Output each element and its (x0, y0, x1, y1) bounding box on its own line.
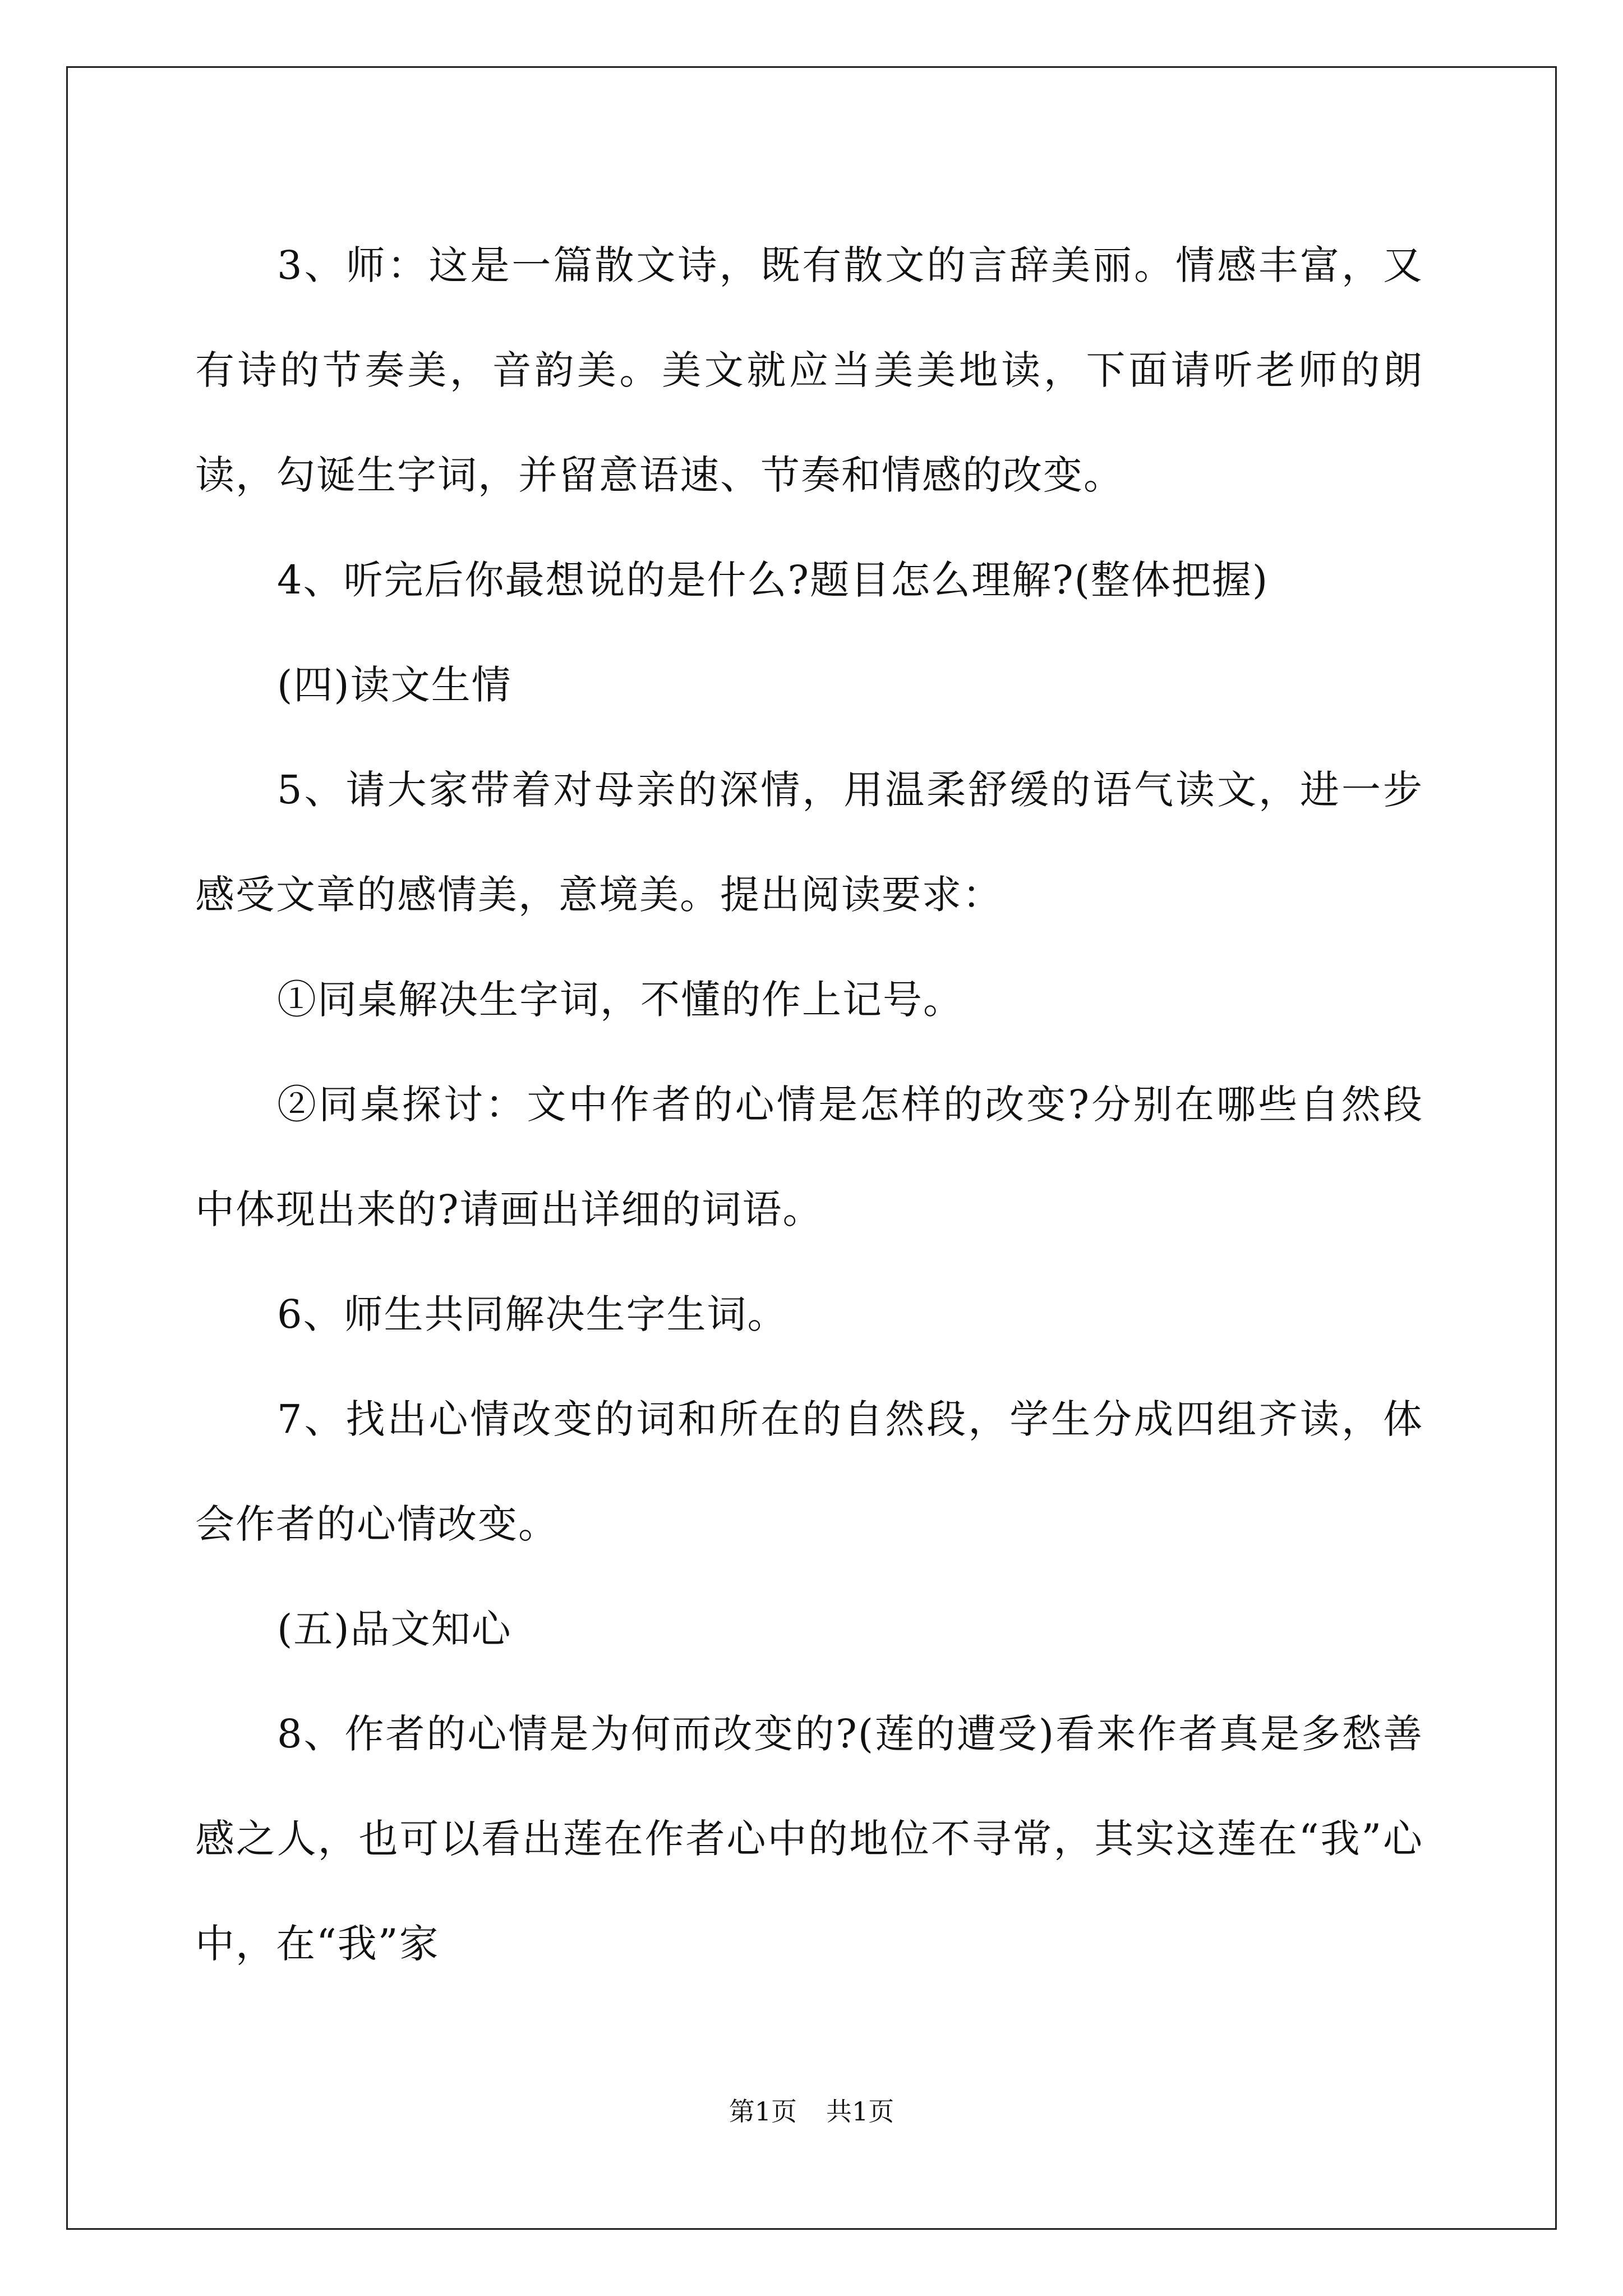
page-number: 第1页 (728, 2096, 797, 2127)
paragraph-3: 3、师：这是一篇散文诗，既有散文的言辞美丽。情感丰富，又有诗的节奏美，音韵美。美文就应当美美地读，下面请听老师的朗读，勾诞生字词，并留意语速、节奏和情感的改变。 (195, 242, 1423, 498)
paragraph-5: 5、请大家带着对母亲的深情，用温柔舒缓的语气读文，进一步感受文章的感情美，意境美。提出阅读要求： (195, 767, 1423, 918)
paragraph-6: 6、师生共同解决生字生词。 (277, 1291, 788, 1337)
page-total: 共1页 (826, 2096, 895, 2127)
page-footer (0, 2091, 1623, 2128)
paragraph-7: 7、找出心情改变的词和所在的自然段，学生分成四组齐读，体会作者的心情改变。 (195, 1396, 1423, 1547)
document-body (195, 213, 1423, 1996)
reading-requirement-2: ②同桌探讨：文中作者的心情是怎样的改变?分别在哪些自然段中体现出来的?请画出详细的词语。 (195, 1082, 1423, 1232)
paragraph-4: 4、听完后你最想说的是什么?题目怎么理解?(整体把握) (277, 557, 1269, 603)
section-heading-5: (五)品文知心 (277, 1606, 512, 1652)
section-heading-4: (四)读文生情 (277, 662, 512, 708)
reading-requirement-1: ①同桌解决生字词，不懂的作上记号。 (277, 977, 963, 1023)
paragraph-8: 8、作者的心情是为何而改变的?(莲的遭受)看来作者真是多愁善感之人，也可以看出莲在作者心中的地位不寻常，其实这莲在“我”心中，在“我”家 (195, 1711, 1423, 1967)
